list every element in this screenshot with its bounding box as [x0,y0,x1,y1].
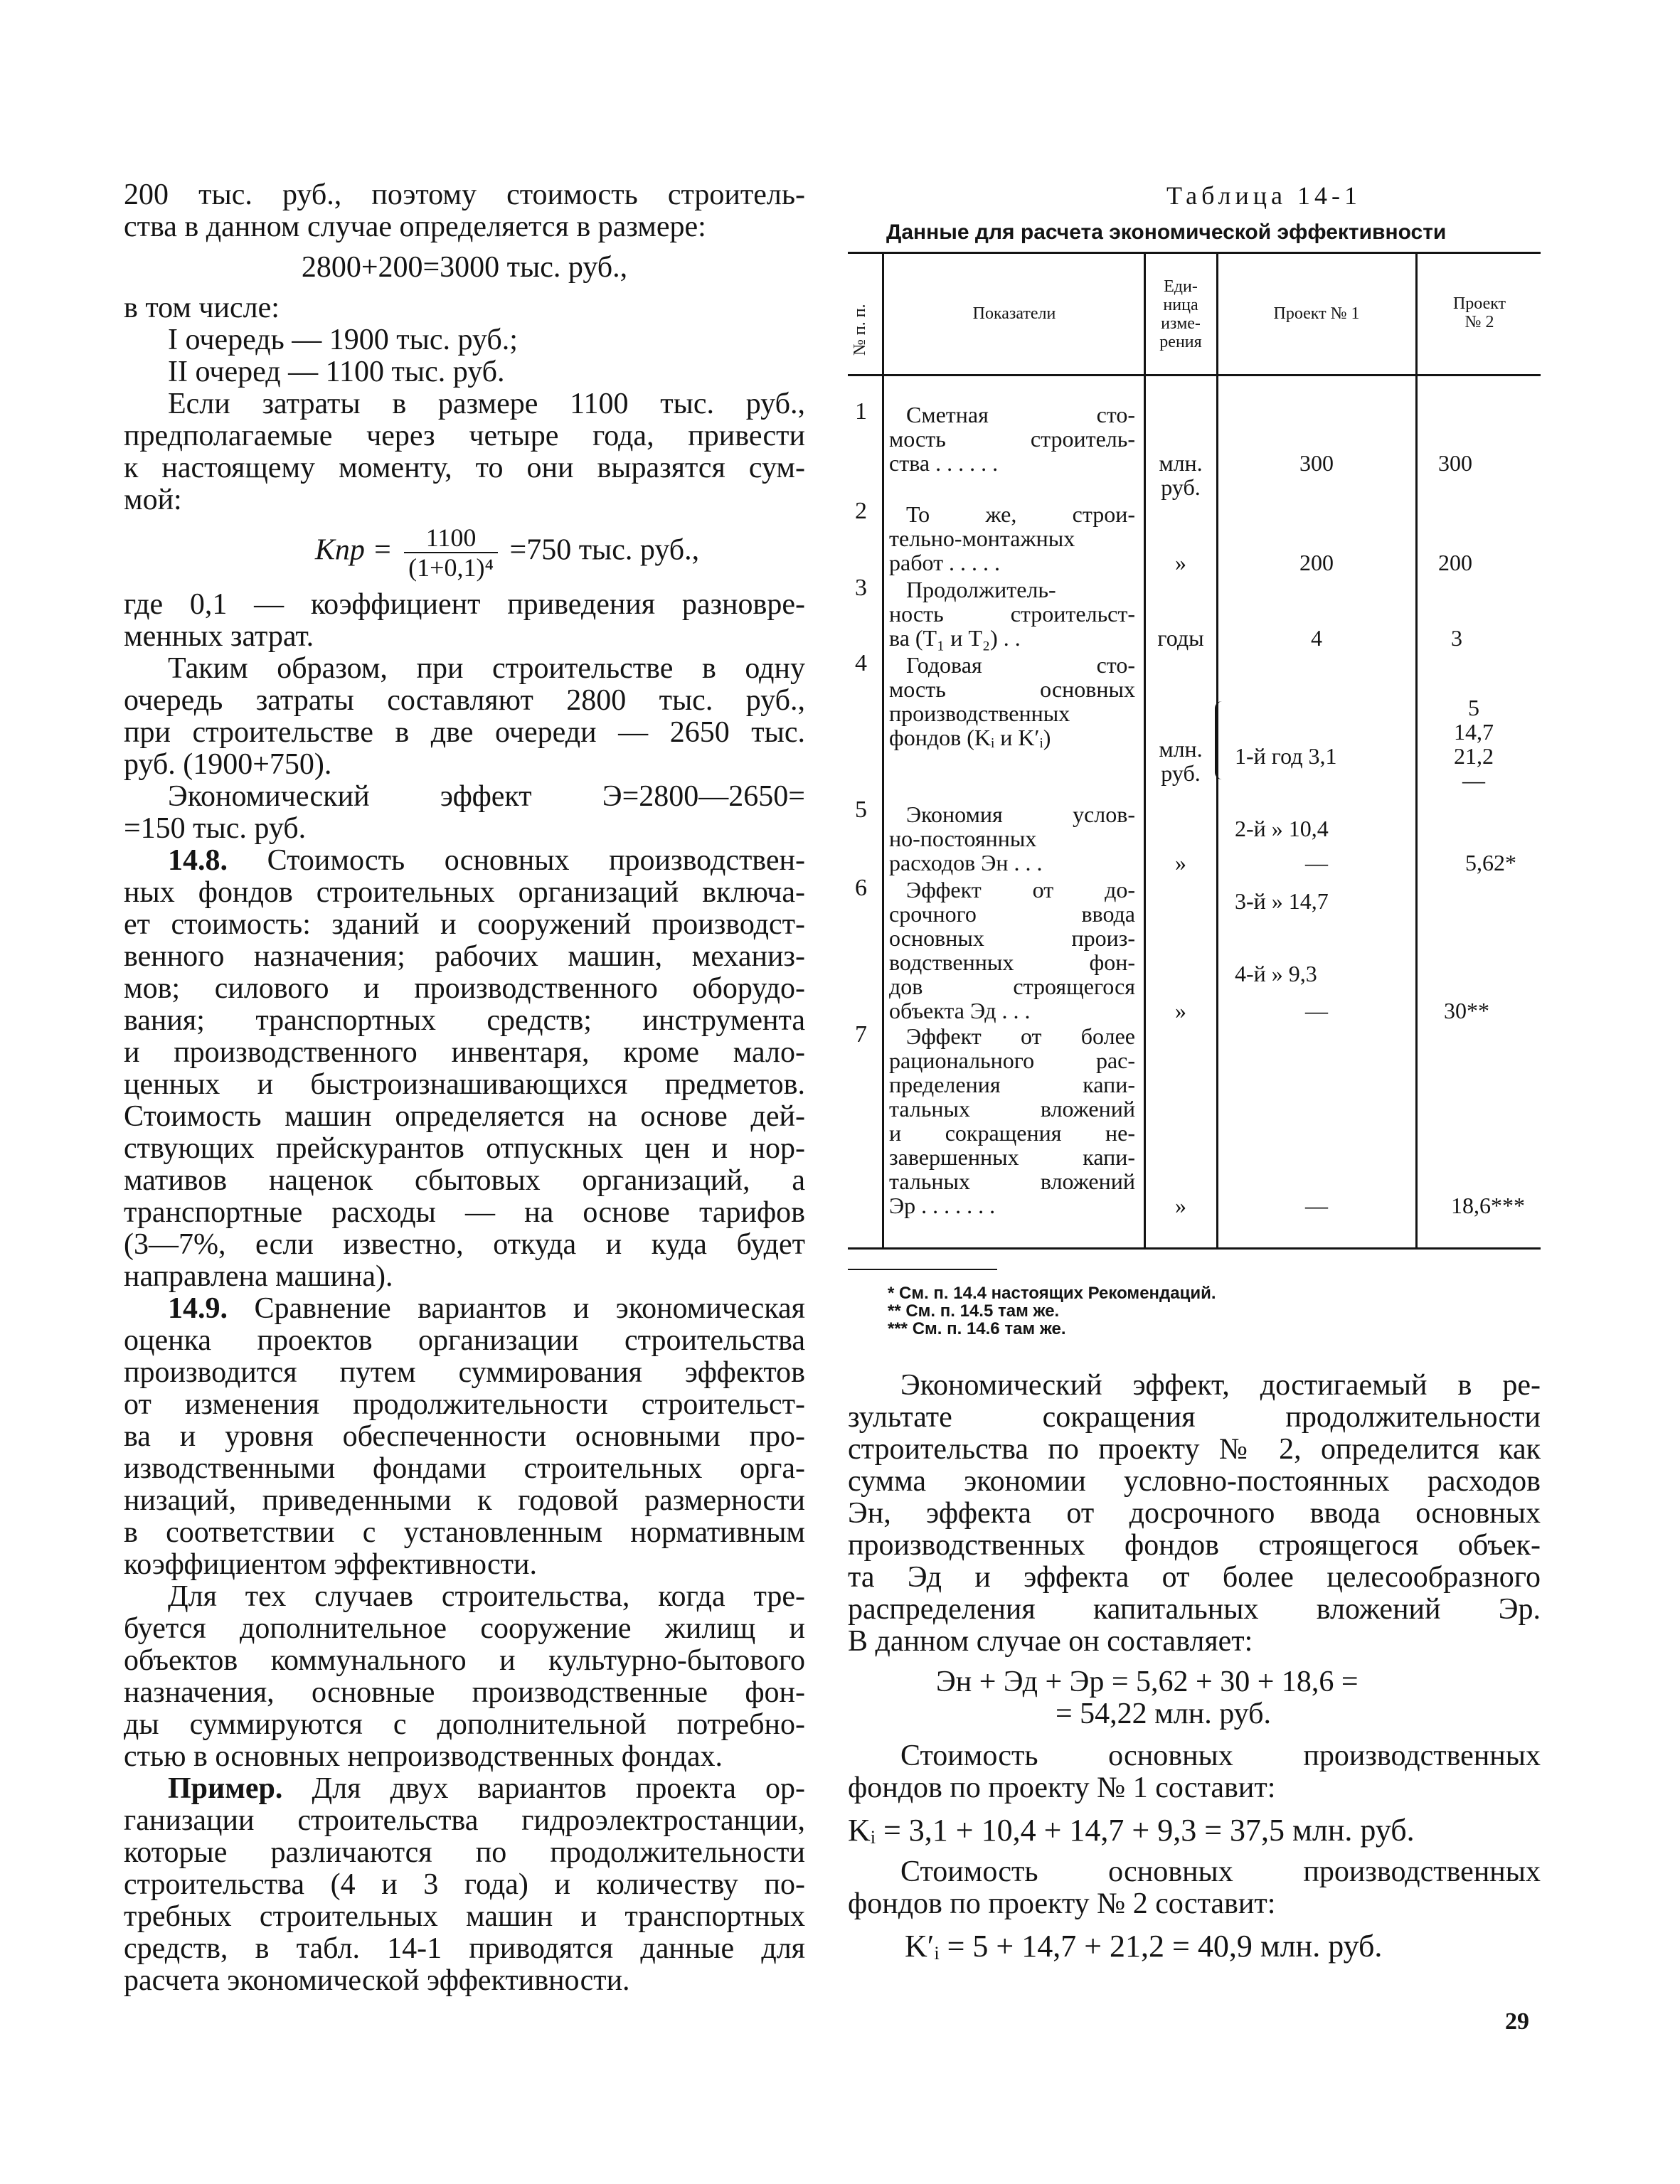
header-line: ница [1163,296,1198,314]
brace-icon [1215,701,1228,779]
row-unit: » [1175,550,1186,575]
text-line: производится путем суммирования эффектов [124,1356,805,1389]
text-line: водственных фон- [889,949,1135,975]
year-value: — [1462,767,1485,793]
table-title: Данные для расчета экономической эффективности [886,220,1447,244]
text-line: ва и уровня обеспеченности основными про- [124,1420,805,1453]
text-line: ства . . . . . . [889,450,999,476]
row-unit: » [1175,850,1186,875]
text-line: при строительстве в две очереди — 2650 тыс. [124,716,805,749]
text-line: средств, в табл. 14-1 приводятся данные для [124,1932,805,1965]
row-project-2: 18,6*** [1451,1193,1525,1218]
text-line: мость строитель- [889,426,1135,452]
row-number: 1 [855,398,867,425]
text-line: Для тех случаев строительства, когда тре- [168,1580,805,1613]
text-line: вания; транспортных средств; инструмента [124,1004,805,1037]
paragraph [124,1581,805,1773]
equation: Kᵢ = 3,1 + 10,4 + 14,7 + 9,3 = 37,5 млн. руб. [848,1813,1415,1848]
text-line: ствующих прейскурантов отпускных цен и нор- [124,1132,805,1165]
table-header-rule [848,374,1541,376]
footnotes [888,1284,1216,1338]
text-line: Сравнение вариантов и экономическая [254,1292,805,1325]
row-indicator [889,878,1135,1023]
table-column-divider [1144,253,1146,1247]
section-14-8 [124,845,805,1293]
row-number: 5 [855,797,867,823]
fraction [404,523,498,582]
text-line: в соответствии с установленным нормативным [124,1516,805,1549]
row-project-1: 200 [1299,550,1334,575]
row-project-2: 3 [1451,625,1462,651]
paragraph [848,1856,1541,1920]
text-line: распределения капитальных вложений Эр. [848,1593,1541,1626]
text-line: та Эд и эффекта от более целесообразного [848,1561,1541,1594]
text-line: ценных и быстроизнашивающихся предметов. [124,1068,805,1101]
text-line: Экономический эффект, достигаемый в ре- [900,1369,1541,1402]
unit-line: млн. [1159,450,1203,476]
numerator: 1100 [404,523,498,553]
year-value: 5 [1468,695,1479,720]
example-label: Пример. [168,1772,283,1805]
header-project-1: Проект № 1 [1273,304,1360,323]
example-paragraph [124,1773,805,1997]
right-column [848,1370,1541,1962]
year-value: 2-й » 10,4 [1235,816,1329,841]
text-line: объекта Эд . . . [889,998,1031,1023]
year-value: 14,7 [1454,719,1494,745]
text-line: (3—7%, если известно, откуда и куда будет [124,1228,805,1261]
text-line: требных строительных машин и транспортных [124,1900,805,1933]
text-line: объектов коммунального и культурно-бытового [124,1644,805,1677]
paragraph: I очередь — 1900 тыс. руб.; [168,324,518,356]
row-number: 3 [855,575,867,601]
equation: 2800+200=3000 тыс. руб., [301,251,628,284]
header-unit [1147,277,1215,351]
text-line: Если затраты в размере 1100 тыс. руб., [168,388,805,420]
row-number: 4 [855,650,867,676]
footnote-rule [848,1269,997,1270]
row-unit [1147,451,1215,499]
text-line: сумма экономии условно-постоянных расходов [848,1465,1541,1498]
header-project-2 [1418,294,1541,331]
paragraph [124,781,805,845]
year-value: 3-й » 14,7 [1235,888,1329,914]
paragraph [124,589,805,653]
text-line: изводственными фондами строительных орга- [124,1452,805,1485]
header-line: изме- [1161,314,1201,333]
text-line: =150 тыс. руб. [124,812,307,845]
text-line: от изменения продолжительности строительст- [124,1388,805,1421]
text-line: работ . . . . . [889,550,1001,575]
text-line: фондов по проекту № 2 составит: [848,1887,1276,1920]
text-line: Эффект от более [906,1023,1135,1049]
row-indicator [889,577,1135,650]
footnote: ** См. п. 14.5 там же. [888,1301,1060,1321]
equation: Эн + Эд + Эр = 5,62 + 30 + 18,6 = [936,1666,1359,1698]
text-line: ных фондов строительных организаций включа- [124,876,805,909]
text-line: завершенных капи- [889,1144,1135,1170]
text-line: Для двух вариантов проекта ор- [312,1772,805,1805]
text-line: и сокращения не- [889,1120,1135,1146]
text-line: Стоимость основных производствен- [267,844,805,877]
text-line: производственных фондов строящегося объек- [848,1529,1541,1562]
equation-lhs: Kпр = [314,533,393,567]
text-line: ет стоимость: зданий и сооружений производст- [124,908,805,941]
paragraph: в том числе: [124,292,280,324]
unit-line: руб. [1161,474,1201,500]
text-line: низаций, приведенными к годовой размерности [124,1484,805,1517]
table-column-divider [882,253,884,1247]
text-line: рационального рас- [889,1048,1135,1073]
section-number: 14.8. [168,844,228,877]
text-line: где 0,1 — коэффициент приведения разновре- [124,588,805,621]
unit-line: млн. [1159,736,1203,762]
text-line: Эн, эффекта от досрочного ввода основных [848,1497,1541,1530]
text-line: которые различаются по продолжительности [124,1836,805,1869]
row-number: 2 [855,498,867,524]
paragraph [124,653,805,781]
section-number: 14.9. [168,1292,228,1325]
text-line: Эр . . . . . . . [889,1193,996,1218]
row-unit: » [1175,1193,1186,1218]
text-line: Стоимость машин определяется на основе дей- [124,1100,805,1133]
text-line: срочного ввода [889,901,1135,927]
equation-rhs: =750 тыс. руб., [509,533,700,567]
text-line: предполагаемые через четыре года, привести [124,420,805,452]
paragraph [848,1370,1541,1658]
paragraph [124,388,805,516]
text-line: мов; силового и производственного оборудо- [124,972,805,1005]
row-indicator [889,502,1135,575]
text-line: Таким образом, при строительстве в одну [168,652,805,685]
text-line: мость основных [889,676,1135,702]
text-line: фондов (Kᵢ и K′ᵢ) [889,725,1051,750]
header-line: № 2 [1464,313,1494,331]
text-line: тельно-монтажных [889,526,1075,551]
text-line: фондов по проекту № 1 составит: [848,1772,1276,1804]
text-line: дов строящегося [889,974,1135,999]
text-line: Эффект от до- [906,877,1135,902]
text-line: буется дополнительное сооружение жилищ и [124,1612,805,1645]
paragraph [848,1740,1541,1804]
text-line: венного назначения; рабочих машин, механиз- [124,940,805,973]
text-line: направлена машина). [124,1260,393,1293]
text-line: Стоимость основных производственных [900,1855,1541,1888]
text-line: производственных [889,701,1070,726]
row-project-1: 4 [1311,625,1322,651]
text-line: но-постоянных [889,826,1037,851]
text-line: ность строительст- [889,601,1135,627]
text-line: Стоимость основных производственных [900,1740,1541,1772]
year-value: 1-й год 3,1 [1235,743,1337,769]
text-line: строительства (4 и 3 года) и количеству по- [124,1868,805,1901]
text-line: строительства по проекту № 2, определится как [848,1433,1541,1466]
row-indicator [889,1024,1135,1218]
footnote: *** См. п. 14.6 там же. [888,1319,1066,1338]
row-project-1: 300 [1299,450,1334,476]
page-number: 29 [1505,2008,1529,2035]
text-line: менных затрат. [124,620,314,653]
table-top-rule [848,252,1541,254]
equation: = 54,22 млн. руб. [1056,1698,1271,1730]
row-unit [1147,737,1215,785]
text-line: мой: [124,484,182,516]
row-project-1: — [1305,850,1328,875]
text-line: Экономический эффект Э=2800—2650= [168,780,805,813]
text-line: ганизации строительства гидроэлектростанции, [124,1804,805,1837]
row-unit: » [1175,998,1186,1023]
row-project-2: 200 [1438,550,1472,575]
text-line: к настоящему моменту, то они выразятся сум- [124,452,805,484]
header-line: Еди- [1164,277,1198,296]
text-line: Продолжитель- [906,577,1056,602]
year-value: 21,2 [1454,743,1494,769]
header-num: № п. п. [851,304,869,356]
table-caption: Таблица 14-1 [1166,181,1361,210]
table-bottom-rule [848,1247,1541,1250]
text-line: пределения капи- [889,1072,1135,1097]
text-line: основных произ- [889,925,1135,951]
unit-line: руб. [1161,760,1201,786]
text-line: очередь затраты составляют 2800 тыс. руб., [124,684,805,717]
section-14-9 [124,1293,805,1581]
footnote: * См. п. 14.4 настоящих Рекомендаций. [888,1284,1216,1303]
text-line: Годовая сто- [906,652,1135,678]
row-number: 7 [855,1021,867,1048]
row-project-2: 5,62* [1465,850,1516,875]
equation: K′ᵢ = 5 + 14,7 + 21,2 = 40,9 млн. руб. [905,1929,1383,1964]
text-line: оценка проектов организации строительства [124,1324,805,1357]
row-project-2-list [1438,696,1509,792]
row-project-1: — [1305,1193,1328,1218]
row-unit: годы [1157,625,1204,651]
table-column-divider [1415,253,1418,1247]
left-column [124,179,805,1997]
text-line: расчета экономической эффективности. [124,1964,630,1997]
text-line: Экономия услов- [906,801,1135,827]
row-number: 6 [855,875,867,901]
header-indicator: Показатели [972,304,1056,323]
text-line: тальных вложений [889,1168,1135,1194]
text-line: стью в основных непроизводственных фондах. [124,1740,723,1773]
text-line: и производственного инвентаря, кроме мало- [124,1036,805,1069]
row-indicator [889,802,1135,875]
text-line: Сметная сто- [906,402,1135,427]
text-line: То же, строи- [906,501,1135,527]
row-project-1: — [1305,998,1328,1023]
year-value: 4-й » 9,3 [1235,961,1317,986]
row-project-2: 300 [1438,450,1472,476]
text-line: руб. (1900+750). [124,748,332,781]
text-line: коэффициентом эффективности. [124,1548,537,1581]
text-line: транспортные расходы — на основе тарифов [124,1196,805,1229]
text-line: расходов Эн . . . [889,850,1043,875]
text-line: ства в данном случае определяется в размере: [124,211,706,243]
row-project-2: 30** [1444,998,1489,1023]
text-line: мативов наценок сбытовых организаций, а [124,1164,805,1197]
text-line: тальных вложений [889,1096,1135,1122]
text-line: В данном случае он составляет: [848,1625,1253,1658]
text-line: ды суммируются с дополнительной потребно- [124,1708,805,1741]
text-line: ва (T₁ и T₂) . . [889,625,1021,651]
header-line: Проект [1452,294,1506,313]
paragraph [124,179,805,243]
row-indicator [889,403,1135,475]
text-line: 200 тыс. руб., поэтому стоимость строитель- [124,179,805,211]
paragraph: II очеред — 1100 тыс. руб. [168,356,505,388]
fraction-equation [124,523,805,582]
denominator: (1+0,1)⁴ [408,553,494,582]
text-line: назначения, основные производственные фон- [124,1676,805,1709]
row-indicator [889,653,1135,750]
text-line: зультате сокращения продолжительности [848,1401,1541,1434]
header-line: рения [1159,333,1202,351]
